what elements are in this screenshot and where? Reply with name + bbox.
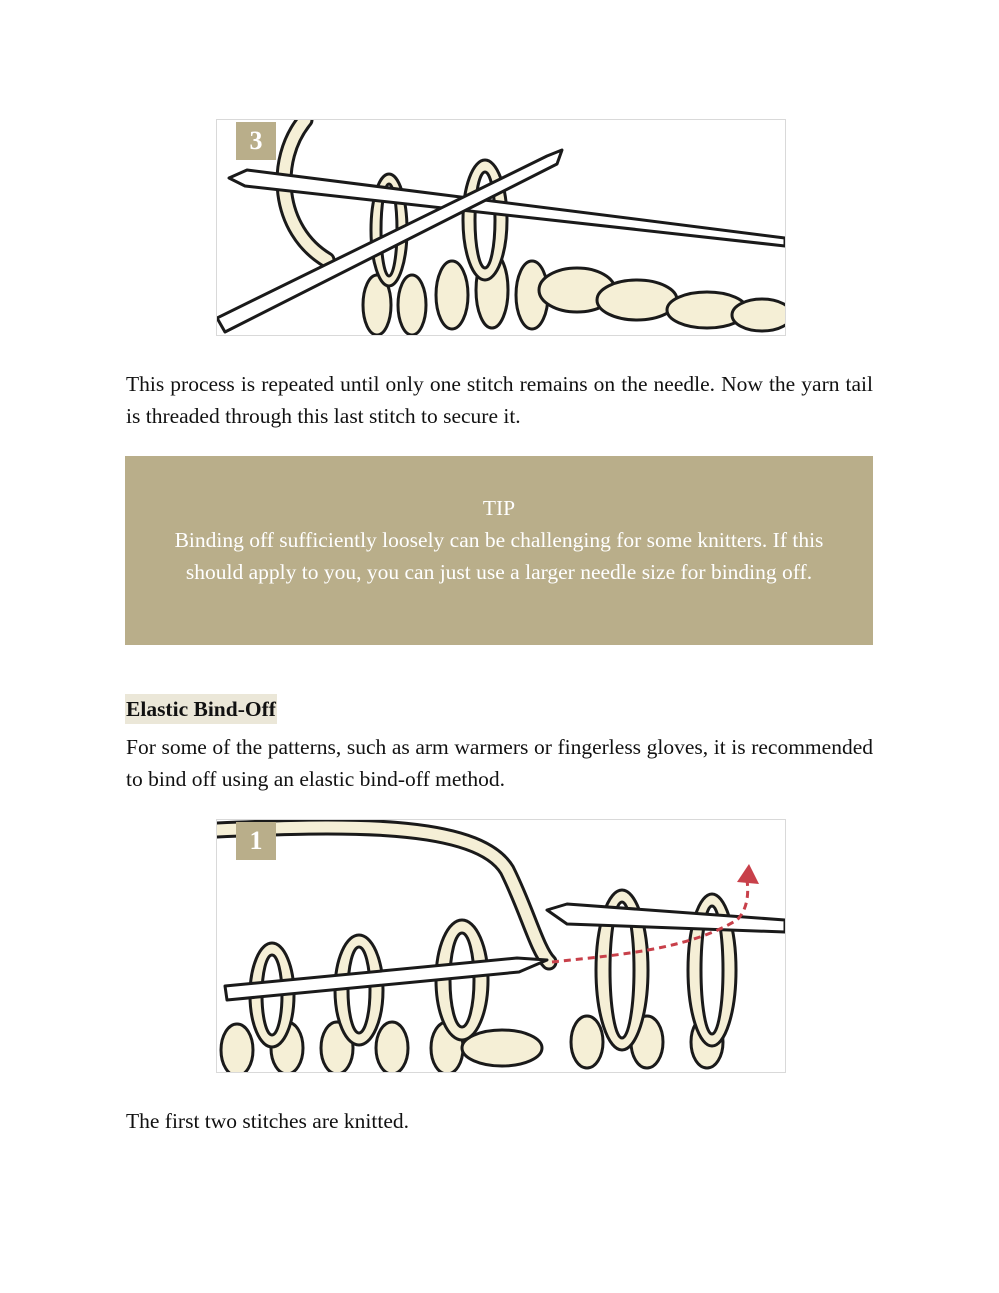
tip-title: TIP [482, 496, 516, 520]
paragraph-elastic-intro: For some of the patterns, such as arm warmers or fingerless gloves, it is recommended to bind off using an elastic bind-off method. [126, 735, 873, 791]
section-heading-elastic-bind-off: Elastic Bind-Off [125, 694, 277, 724]
figure-step-3 [216, 119, 786, 336]
figure-caption: The first two stitches are knitted. [126, 1109, 410, 1133]
tip-box [125, 456, 873, 645]
step-number-badge: 1 [236, 822, 276, 860]
figure-step-1 [216, 819, 786, 1073]
knitting-illustration-step-1 [217, 820, 785, 1072]
step-number-badge: 3 [236, 122, 276, 160]
paragraph-repeat-process: This process is repeated until only one stitch remains on the needle. Now the yarn tail is threaded through this last stitch to secure it. [126, 372, 873, 428]
knitting-illustration-step-3 [217, 120, 785, 335]
tip-body: Binding off sufficiently loosely can be challenging for some knitters. If this should apply to you, you can just use a larger needle size for binding off. [174, 528, 824, 584]
